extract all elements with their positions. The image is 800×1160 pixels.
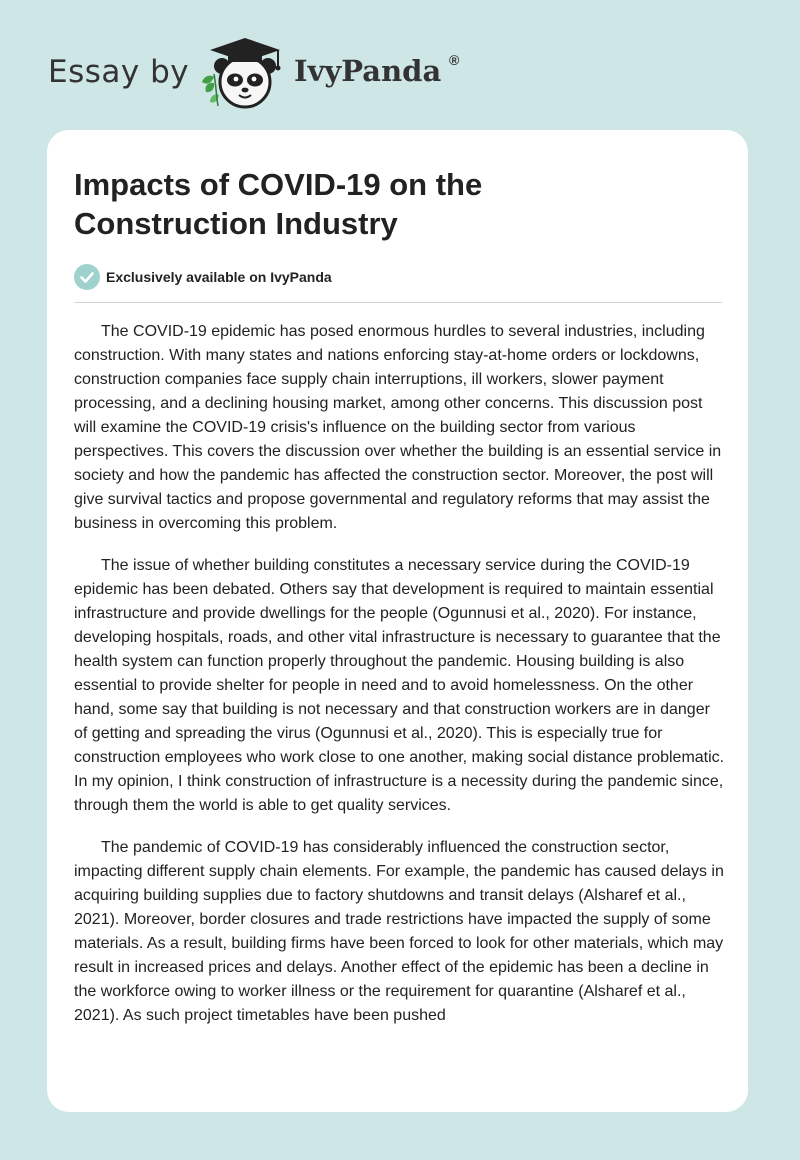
essay-body bbox=[74, 320, 726, 1046]
brand-name: IvyPanda bbox=[294, 54, 442, 88]
check-circle-icon bbox=[74, 264, 100, 290]
essay-paragraph: The issue of whether building constitutes a necessary service during the COVID-19 epidemic has been debated. Others say that development is required to maintain essential infrastructure and provide dwellings for the people (Ogunnusi et al., 2020). For instance, developing hospitals, roads, and other vital infrastructure is necessary to guarantee that the health system can function properly throughout the pandemic. Housing building is also essential to provide shelter for people in need and to avoid homelessness. On the other hand, some say that building is not necessary and that construction workers are in danger of getting and spreading the virus (Ogunnusi et al., 2020). This is especially true for construction employees who work close to one another, making social distance problematic. In my opinion, I think construction of infrastructure is a necessity during the pandemic since, through them the world is able to get quality services. bbox=[74, 557, 725, 814]
exclusive-badge-text: Exclusively available on IvyPanda bbox=[106, 269, 332, 285]
essay-title: Impacts of COVID-19 on the Construction Industry bbox=[74, 167, 483, 241]
essay-paragraph: The COVID-19 epidemic has posed enormous hurdles to several industries, including construction. With many states and nations enforcing stay-at-home orders or lockdowns, construction companies face supply chain interruptions, ill workers, slower payment processing, and a declining housing market, among other concerns. This discussion post will examine the COVID-19 crisis's influence on the building sector from various perspectives. This covers the discussion over whether the building is an essential service in society and how the pandemic has affected the construction sector. Moreover, the post will give survival tactics and propose governmental and regulatory reforms that may assist the business in overcoming this problem. bbox=[74, 323, 722, 532]
panda-logo-icon bbox=[198, 36, 288, 110]
exclusive-badge bbox=[74, 264, 332, 290]
registered-mark: ® bbox=[449, 52, 460, 68]
brand-prefix: Essay by bbox=[48, 54, 190, 90]
essay-paragraph: The pandemic of COVID-19 has considerably influenced the construction sector, impacting different supply chain elements. For example, the pandemic has caused delays in acquiring building supplies due to factory shutdowns and transit delays (Alsharef et al., 2021). Moreover, border closures and trade restrictions have impacted the supply of some materials. As a result, building firms have been forced to look for other materials, which may result in increased prices and delays. Another effect of the epidemic has been a decline in the workforce owing to worker illness or the requirement for quarantine (Alsharef et al., 2021). As such project timetables have been pushed bbox=[74, 839, 724, 1024]
essay-card bbox=[47, 130, 748, 1112]
brand-header[interactable] bbox=[48, 34, 508, 114]
title-divider bbox=[74, 302, 722, 303]
